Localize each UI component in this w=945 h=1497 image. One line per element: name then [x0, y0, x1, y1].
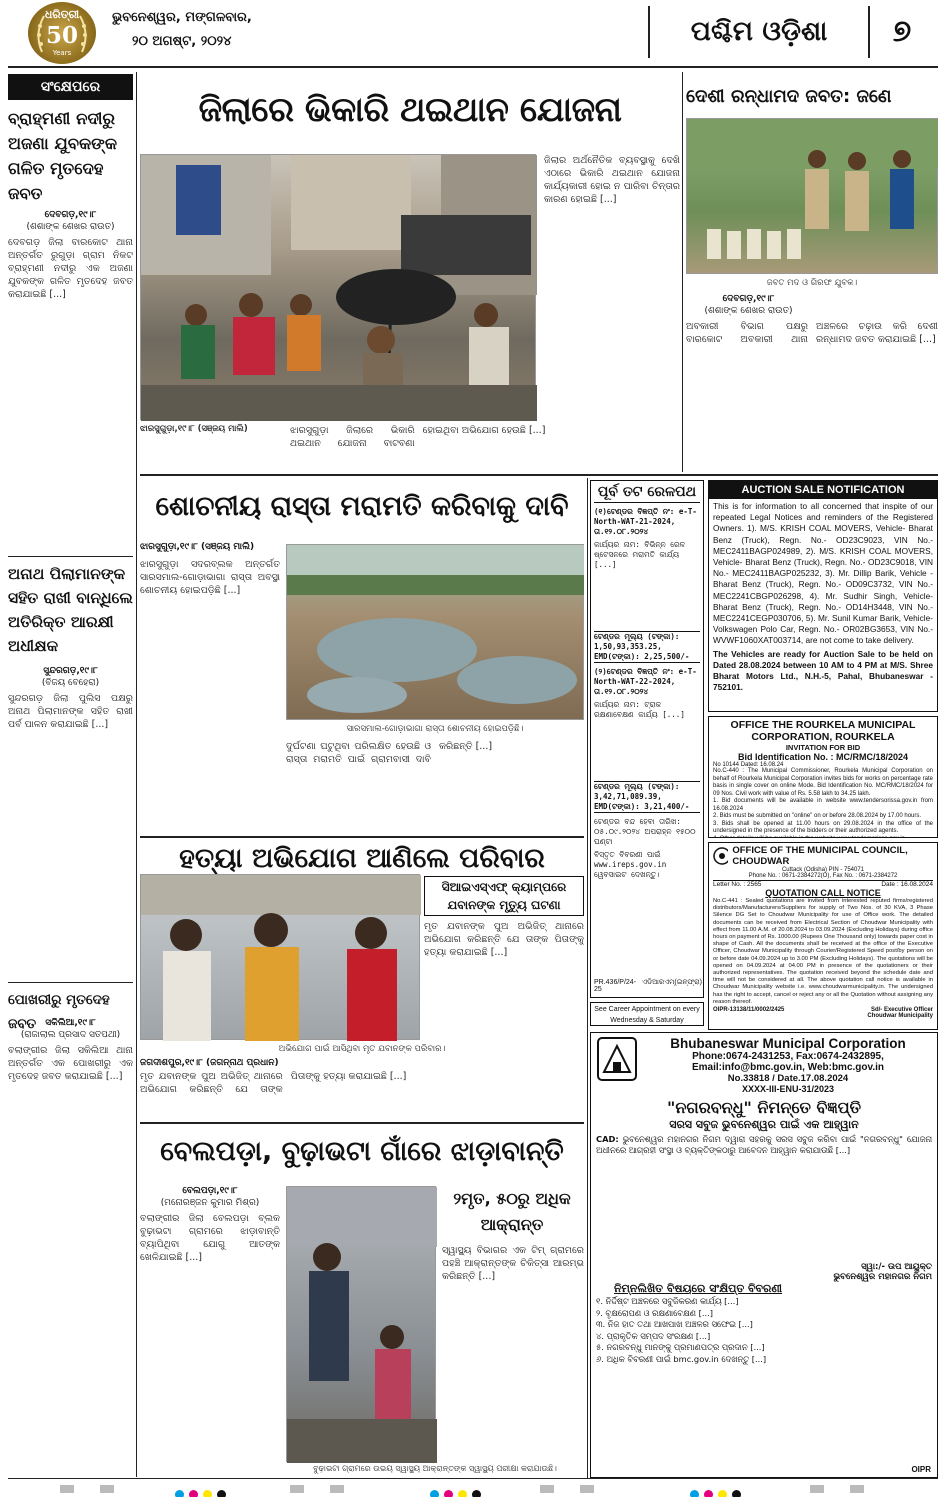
- diarrhoea-headline: ବେଲପଡ଼ା, ବୁଢ଼ାଭଟା ଗାଁରେ ଝାଡ଼ାବାନ୍ତି: [160, 1136, 564, 1167]
- bmc-term-4: ୪. ପ୍ରାକୃତିକ ସମ୍ପଦ ସଂରକ୍ଷଣ [...]: [596, 1330, 711, 1341]
- brief-byline-3: (ରାଜାଲାଲ ପ୍ରସାଦ ସତପଥୀ): [20, 1030, 121, 1040]
- choudwar-body: No.C-441 : Sealed quotations are invited from interested reputed firms/registered distributors/Manufacturers/Suppliers for supply of Two Nos. of 30 KVA, 3 Phase Silence DG Set to Choudwar Municipality for use of Office work. The detailed documents can be received from Electrical Section of Choudwar Municipality with effect from 11.00 A.M. of 20.08.2024 to 03.09.2024 (Excluding Holidays) during office hours on payment of Rs. 1000.00 (Rupees One Thousand only) towards paper cost in shape of Cash. All the documents shall be received at the office of the Executive Officer, Choudwar Municipality through Courier/Registered Speed post/by person on or before date 04.09.2024 up to 3.00 PM (Excluding Holidays). The quotations will be opened on 04.09.2024 at 04.00 PM in presence of the quotationers or their authorized representatives. The quotation received beyond the schedule date and time will not be considered at all. The above quotation call notice is available in Choudwar Municipality website i.e. www.choudwarmunicipality.in. The undersigned has the right to accept, cancel or reject any or all the Quotation without assigning any reason thereof.: [713, 898, 933, 1005]
- odisha-emblem-icon: [713, 846, 728, 866]
- rmc-point-1: 1. Bid documents will be available in website www.tendersorissa.gov.in from 16.08.2024: [713, 798, 933, 812]
- choudwar-oipr: OIPR-13138/11/0002/2425: [713, 1007, 785, 1014]
- bmc-sign: ସ୍ୱା:/- ଉପ ଆୟୁକ୍ତ: [861, 1262, 932, 1272]
- brief-headline-1: ବ୍ରାହ୍ମଣୀ ନଦୀରୁ ଅଜଣା ଯୁବକଙ୍କ ଗଳିତ ମୃତଦେହ ଜବତ: [8, 109, 118, 203]
- cmyk-dots-2: [430, 1484, 490, 1494]
- diarrhoea-tag-text: ୨ମୃତ, ୫୦ରୁ ଅଧିକ ଆକ୍ରାନ୍ତ: [453, 1189, 571, 1234]
- murder-body-bottom: ମୃତ ଯବାନଙ୍କ ପୁଅ ଅଭିଜିତ୍ ଥାନାରେ ଅଭିଯୋଗ କରିଛନ୍ତି ଯେ ତାଙ୍କ ପିତାଙ୍କୁ ହତ୍ୟା କରାଯାଇଛି [...]: [140, 1071, 407, 1095]
- bmc-ref: XXXX-III-ENU-31/2023: [741, 1084, 835, 1094]
- choudwar-notice-title: QUOTATION CALL NOTICE: [765, 888, 881, 898]
- liquor-story: [686, 72, 938, 472]
- road-body-bottom: ଦୁର୍ଘଟଣା ଘଟୁଥିବା ପରିଲକ୍ଷିତ ହେଉଛି ଓ ରାସ୍ତା ମରାମତି ପାଇଁ ଗ୍ରାମବାସୀ ଦାବି କରିଛନ୍ତି [...]: [286, 741, 493, 765]
- tender-line-7: ଟେଣ୍ଡର ବନ୍ଦ ହେବା ତାରିଖ: ୦୫.୦୯.୨୦୨୪ ଅପରାହ୍ନ ୧୫୦୦ ଘଣ୍ଟା: [594, 817, 696, 846]
- liquor-photo-caption: ଜବତ ମଦ ଓ ଗିରଫ ଯୁବକ।: [766, 278, 858, 288]
- dateline-date: ୨୦ ଅଗଷ୍ଟ, ୨୦୨୪: [132, 34, 232, 49]
- murder-headline: ହତ୍ୟା ଅଭିଯୋଗ ଆଣିଲେ ପରିବାର: [179, 843, 545, 874]
- newspaper-logo: [28, 2, 96, 64]
- brief-headline-3: ପୋଖରୀରୁ ମୃତଦେହ ଜବତ: [8, 992, 110, 1032]
- diarrhoea-dateline: ବେଲପଡ଼ା,୧୯।୮: [182, 1186, 238, 1196]
- bmc-term-5: ୫. ନଗରବନ୍ଧୁ ମାନଙ୍କୁ ପ୍ରମାଣପତ୍ର ପ୍ରଦାନ [...]: [596, 1342, 765, 1352]
- left-column: [8, 72, 133, 1477]
- choudwar-title: OFFICE OF THE MUNICIPAL COUNCIL, CHOUDWAR: [732, 845, 908, 867]
- lead-body-bottom: ଝାରସୁଗୁଡ଼ା ଜିଲାରେ ଭିକାରି ଥଇଥାନ ଯୋଜନା ବାଟବଣା ହୋଇଥିବା ଅଭିଯୋଗ ହେଉଛି [...]: [290, 425, 546, 449]
- dateline: [112, 6, 282, 58]
- road-headline: ଶୋଚନୀୟ ରାସ୍ତା ମରାମତି କରିବାକୁ ଦାବି: [155, 491, 569, 522]
- road-dateline: ଝାରସୁଗୁଡ଼ା,୧୯।୮ (ସଞ୍ଜୟ ମାଲି): [140, 542, 255, 552]
- diarrhoea-tag: [440, 1186, 584, 1242]
- bmc-oipr: OIPR: [911, 1465, 931, 1474]
- lead-photo: [140, 154, 536, 420]
- auction-notice: [708, 480, 938, 712]
- career-note-text: See Career Appointment on every Wednesday & Saturday: [594, 1006, 700, 1024]
- murder-photo-caption: ଅଭିଯୋଗ ପାଇଁ ଆସିଥିବା ମୃତ ଯବାନଙ୍କ ପରିବାର।: [278, 1044, 446, 1054]
- diarrhoea-photo: [286, 1186, 436, 1462]
- section-title: ପଶ୍ଚିମ ଓଡ଼ିଶା: [690, 16, 828, 47]
- bmc-logo-icon: [596, 1036, 638, 1082]
- career-note: [590, 1002, 704, 1026]
- grey-bar-6: [580, 1485, 594, 1493]
- bmc-notice: [590, 1032, 938, 1478]
- tender-line-5: କାର୍ଯ୍ୟର ନାମ: ଟ୍ରାକ ରକ୍ଷଣାବେକ୍ଷଣ କାର୍ଯ୍ୟ [...]: [594, 700, 685, 719]
- cmyk-dots-3: [690, 1484, 750, 1494]
- murder-tag-text: ସିଆଇଏସ୍‌ଏଫ୍ କ୍ୟାମ୍ପରେ ଯବାନଙ୍କ ମୃତ୍ୟୁ ଘଟଣା: [441, 880, 567, 912]
- bmc-term-2: ୨. ବୃକ୍ଷରୋପଣ ଓ ରକ୍ଷଣାବେକ୍ଷଣ [...]: [596, 1307, 713, 1318]
- railway-tender: [590, 480, 704, 998]
- logo-label: ଧରିତ୍ରୀ: [44, 8, 80, 21]
- brief-dateline-3: ସକିଲିଆ,୧୯।୮: [45, 1018, 96, 1028]
- bmc-phone: Phone:0674-2431253, Fax:0674-2432895,: [692, 1051, 884, 1062]
- seized-liquor-photo-icon: [687, 119, 938, 275]
- grey-bar-5: [540, 1485, 554, 1493]
- logo-years-word: Years: [52, 49, 72, 57]
- bmc-term-1: ୧. ନିର୍ଦ୍ଦିଷ୍ଟ ଅଞ୍ଚଳରେ ସବୁଜିକରଣ କାର୍ଯ୍ୟ [...]: [596, 1296, 739, 1306]
- railway-tender-head: ପୂର୍ବ ତଟ ରେଳପଥ: [594, 484, 700, 503]
- road-body-left: ଝାରସୁଗୁଡ଼ା ସଦରବ୍ଲକ ଅନ୍ତର୍ଗତ ସାରସମାଲ-ଗୋଡ଼ାଭାଗା ରାସ୍ତା ଅବସ୍ଥା ଶୋଚନୀୟ ହୋଇପଡ଼ିଛି [...]: [140, 559, 280, 596]
- rmc-subtitle: INVITATION FOR BID: [785, 743, 861, 752]
- lead-story: [140, 72, 680, 472]
- road-photo: [286, 544, 584, 720]
- family-photo-icon: [141, 875, 421, 1041]
- tender-line-2: କାର୍ଯ୍ୟର ନାମ: ବିଭିନ୍ନ ରେଳ ଷ୍ଟେସନରେ ମରାମତି କାର୍ଯ୍ୟ [...]: [594, 540, 686, 569]
- diarrhoea-body-right: ସ୍ୱାସ୍ଥ୍ୟ ବିଭାଗର ଏକ ଟିମ୍ ଗ୍ରାମରେ ପହଞ୍ଚି ଆକ୍ରାନ୍ତଙ୍କ ଚିକିତ୍ସା ଆରମ୍ଭ କରିଛନ୍ତି [...]: [442, 1245, 584, 1282]
- rmc-letter: No 10144 Dated: 16.08.24: [713, 762, 784, 768]
- liquor-photo: [686, 118, 938, 274]
- bmc-letter: No.33818 / Date.17.08.2024: [727, 1073, 849, 1084]
- liquor-dateline: ଦେବଗଡ଼,୧୯।୮: [722, 294, 775, 304]
- auction-title: AUCTION SALE NOTIFICATION: [709, 481, 937, 499]
- murder-body: ମୃତ ଯବାନଙ୍କ ପୁଅ ଅଭିଜିତ୍ ଥାନାରେ ଅଭିଯୋଗ କରିଛନ୍ତି ଯେ ତାଙ୍କ ପିତାଙ୍କୁ ହତ୍ୟା କରାଯାଇଛି [...]: [424, 921, 584, 958]
- brief-byline-1: (ଶଶାଙ୍କ ଶେଖର ରାଉତ): [26, 222, 115, 232]
- murder-tag: [424, 876, 584, 916]
- choudwar-phone: Phone No. : 0671-2384272(O), Fax No. : 0671-2384272: [748, 873, 898, 879]
- waterlogged-road-photo-icon: [287, 545, 584, 721]
- cmyk-dots-1: [175, 1484, 235, 1494]
- tender-signatory: ଏଡିଆରଏମ୍(ଇନ୍‌ଫ୍ରା): [642, 979, 702, 986]
- tender-line-6: ଟେଣ୍ଡର ମୂଲ୍ୟ (ଟଙ୍କା): 3,42,71,089.39, EMD(ଟଙ୍କା): 3,21,400/-: [594, 781, 700, 813]
- murder-photo: [140, 874, 420, 1040]
- bmc-head: "ନଗରବନ୍ଧୁ" ନିମନ୍ତେ ବିଜ୍ଞପ୍ତି: [666, 1098, 861, 1117]
- bmc-title: Bhubaneswar Municipal Corporation: [670, 1036, 906, 1051]
- print-registration-bar: [0, 1481, 945, 1497]
- tender-ref: PR.436/P/24-25: [594, 979, 637, 993]
- bmc-sign-2: ଭୁବନେଶ୍ୱର ମହାନଗର ନିଗମ: [833, 1272, 932, 1282]
- grey-bar-4: [330, 1485, 344, 1493]
- lead-headline: ଜିଲାରେ ଭିକାରି ଥଇଥାନ ଯୋଜନା: [198, 90, 622, 130]
- choudwar-address: Cuttack (Odisha) PIN - 754071: [781, 867, 865, 873]
- choudwar-letter: Letter No. : 2565: [713, 881, 762, 888]
- rmc-body: No.C-440 : The Municipal Commissioner, Rourkela Municipal Corporation on behalf of Rourkela Municipal Corporation invites bids for works on percentage rate basis in single cover on online Mode. Bid Identification No. MC/RMC/18/2024 for 09 Nos. Civil work with value of Rs. 5.58 lakh to 34.25 lakh.: [713, 768, 933, 797]
- diarrhoea-byline: (ମନୋରଞ୍ଜନ କୁମାର ମିଶ୍ର): [160, 1198, 260, 1208]
- grey-bar-7: [810, 1485, 824, 1493]
- brief-body-1: ଦେବଗଡ଼ ଜିଲା ବାରକୋଟ ଥାନା ଅନ୍ତର୍ଗତ ରୁଗୁଡ଼ା ଗ୍ରାମ ନିକଟ ବ୍ରାହ୍ମଣୀ ନଦୀରୁ ଏକ ଅଜଣା ଯୁବକଙ୍କ ଗଳିତ ମୃତଦେହ ଜବତ କରାଯାଇଛି [...]: [8, 237, 133, 300]
- rmc-notice: [708, 716, 938, 838]
- bmc-terms-head: ନିମ୍ନଲିଖିତ ବିଷୟରେ ସଂକ୍ଷିପ୍ତ ବିବରଣୀ: [614, 1282, 783, 1295]
- murder-dateline: ଜଗଦୀଶପୁର,୧୯।୮ (ଜଗନ୍ନାଥ ପ୍ରଧାନ): [140, 1058, 279, 1068]
- rmc-point-2: 2. Bids must be submitted on "online" on or before 28.08.2024 by 17.00 hours.: [713, 813, 922, 819]
- grey-bar-3: [290, 1485, 304, 1493]
- rmc-bid-id: Bid Identification No. : MC/RMC/18/2024: [737, 752, 909, 762]
- brief-body-2: ସୁନ୍ଦରଗଡ଼ ଜିଲା ପୁଲିସ ପକ୍ଷରୁ ଅନାଥ ପିଲାମାନଙ୍କ ସହିତ ରାଖୀ ପର୍ବ ପାଳନ କରାଯାଇଛି [...]: [8, 693, 133, 730]
- dateline-day: ଭୁବନେଶ୍ୱର, ମଙ୍ଗଳବାର,: [112, 10, 252, 25]
- road-story: [140, 478, 584, 834]
- lead-body-right: ଜିଲାର ଅର୍ଥନୈତିକ ବ୍ୟବସ୍ଥାକୁ ଦେଖି ଏଠାରେ ଭିକାରି ଥଇଥାନ ଯୋଜନା କାର୍ଯ୍ୟକାରୀ ହୋଇ ନ ପାରିବା ଚିନ୍ତାର କାରଣ ହୋଇଛି [...]: [544, 155, 680, 205]
- grey-bar-8: [850, 1485, 864, 1493]
- choudwar-notice: [708, 842, 938, 1030]
- tender-line-1: (୧)ଟେଣ୍ଡର ବିଜ୍ଞପ୍ତି ନଂ: e-T-North-WAT-21-2024, ତା.୧୨.୦୮.୨୦୨୪: [594, 507, 697, 536]
- choudwar-sign-2: Choudwar Municipality: [867, 1013, 933, 1020]
- bmc-term-6: ୬. ଅଧିକ ବିବରଣୀ ପାଇଁ bmc.gov.in ଦେଖନ୍ତୁ [...]: [596, 1353, 767, 1364]
- grey-bar-2: [100, 1485, 114, 1493]
- choudwar-sign-1: Sd/- Executive Officer: [870, 1007, 933, 1014]
- bmc-term-3: ୩. ନିଜ ହାତ ତଥା ଆଖପାଖ ଅଞ୍ଚଳର ସଫେଇ [...]: [596, 1319, 753, 1329]
- auction-body-2: The Vehicles are ready for Auction Sale to be held on Dated 28.08.2024 between 10 AM to 4 PM at M/S. Shree Bharat Motors Ltd., N.H.-5, Pahal, Bhubaneswar - 752101.: [713, 648, 933, 693]
- briefs-badge: ସଂକ୍ଷେପରେ: [8, 74, 133, 100]
- road-photo-caption: ସାରସମାଲ-ଗୋଡ଼ାଭାଗା ରାସ୍ତା ଶୋଚନୀୟ ହୋଇପଡ଼ିଛି।: [346, 724, 524, 734]
- bmc-sub: ସରସ ସବୁଜ ଭୁବନେଶ୍ୱର ପାଇଁ ଏକ ଆହ୍ୱାନ: [669, 1118, 859, 1131]
- tender-line-4: (୨)ଟେଣ୍ଡର ବିଜ୍ଞପ୍ତି ନଂ: e-T-North-WAT-22-2024, ତା.୧୨.୦୮.୨୦୨୪: [594, 667, 697, 696]
- tender-line-8: ବିସ୍ତୃତ ବିବରଣୀ ପାଇଁ www.ireps.gov.in ୱେବସାଇଟ ଦେଖନ୍ତୁ।: [594, 850, 667, 879]
- choudwar-date: Date : 16.08.2024: [881, 881, 933, 888]
- brief-dateline-2: ସୁନ୍ଦରଗଡ଼,୧୯।୮: [43, 666, 98, 676]
- tender-line-3: ଟେଣ୍ଡର ମୂଲ୍ୟ (ଟଙ୍କା): 1,50,93,353.25, EMD(ଟଙ୍କା): 2,25,500/-: [594, 631, 700, 663]
- diarrhoea-photo-caption: ବୁଢ଼ାଭଟା ଗ୍ରାମରେ ଉଭୟ ସ୍ୱାସ୍ଥ୍ୟ ଆକ୍ରାନ୍ତଙ୍କ ସ୍ୱାସ୍ଥ୍ୟ ପରୀକ୍ଷା କରାଯାଉଛି।: [313, 1464, 557, 1473]
- bmc-cad: CAD:: [596, 1134, 619, 1144]
- rmc-title: OFFICE THE ROURKELA MUNICIPAL CORPORATION, ROURKELA: [730, 719, 916, 743]
- page-number: ୭: [892, 14, 912, 49]
- murder-story: [140, 840, 584, 1120]
- grey-bar-1: [60, 1485, 74, 1493]
- beggars-street-photo-icon: [141, 155, 537, 421]
- auction-body: This is for information to all concerned that inspite of our repeated Legal Notices and reminders of the Registered Owners. 1). M/S. KRISH COAL MOVERS, Vehicle- Bharat Benz (Truck), Regn. No.- OD23C9023, VIN No.- MEC2411BAGP024989, 2). M/S. KRISH COAL MOVERS, Vehicle- Bharat Benz (Truck), Regn. No.- OD23C9018, VIN No.- MEC2411BAGP025232, 3). Mr. Dillip Barik, Vehicle - Bharat Benz (Truck), Regn. No.- OD09C3732, VIN No.- MEC2241CBGP026298, 4). Mr. Sudhir Singh, Vehicle- Bharat Benz (Truck), Regn. No.- OD14H3448, VIN No.- MEC2241CEGP030706, 5). Mr. Sunil Kumar Barik, Vehicle- Volkswagen Polo Car, Regn. No.- OR02BG3653, VIN No.- WVWF1060XAT003714, are not come to take delivery.: [713, 501, 933, 646]
- masthead: [0, 0, 945, 68]
- lead-photo-caption: ଝାରସୁଗୁଡ଼ା,୧୯।୮ (ସଞ୍ଜୟ ମାଲି): [140, 424, 248, 434]
- brief-headline-2: ଅନାଥ ପିଲାମାନଙ୍କ ସହିତ ରାଖୀ ବାନ୍ଧିଲେ ଅତିରିକ୍ତ ଆରକ୍ଷୀ ଅଧୀକ୍ଷକ: [8, 565, 133, 655]
- bmc-body: ଭୁବନେଶ୍ୱର ମହାନଗର ନିଗମ ଦ୍ୱାରା ସହରକୁ ସରସ ସବୁଜ କରିବା ପାଇଁ "ନଗରବନ୍ଧୁ" ଯୋଜନା ଅଧୀନରେ ଆଗ୍ରହୀ ସଂସ୍ଥା ଓ ବ୍ୟକ୍ତିଙ୍କଠାରୁ ଆବେଦନ ଆହ୍ୱାନ କରାଯାଉଛି [...]: [596, 1134, 932, 1156]
- liquor-headline: ଦେଶୀ ରନ୍ଧାମଦ ଜବତ: ଜଣେ: [686, 86, 892, 107]
- rmc-point-4: [713, 836, 933, 839]
- liquor-body: ଅବକାରୀ ବିଭାଗ ପକ୍ଷରୁ ବାରକୋଟ ଅବକାରୀ ଥାନା ଅଞ୍ଚଳରେ ଚଢ଼ାଉ କରି ଦେଶୀ ରନ୍ଧାମଦ ଜବତ କରାଯାଇଛି [...]: [686, 321, 938, 345]
- diarrhoea-story: [140, 1126, 584, 1478]
- diarrhoea-body-left: ବଲାଙ୍ଗୀର ଜିଲା ବେଲପଡ଼ା ବ୍ଲକ ବୁଢ଼ାଭଟା ଗ୍ରାମରେ ଝାଡ଼ାବାନ୍ତି ବ୍ୟାପିଥିବା ଯୋଗୁ ଆତଙ୍କ ଖେଳିଯାଇଛି [...]: [140, 1213, 280, 1263]
- liquor-byline: (ଶଶାଙ୍କ ଶେଖର ରାଉତ): [704, 306, 793, 316]
- brief-byline-2: (ବିଜୟ ବେହେରା): [41, 678, 100, 688]
- brief-body-3: ବଲାଙ୍ଗୀର ଜିଲା ସକିଲିଆ ଥାନା ଅନ୍ତର୍ଗତ ଏକ ପୋଖରୀରୁ ଏକ ମୃତଦେହ ଜବତ କରାଯାଇଛି [...]: [8, 1045, 133, 1082]
- brief-dateline-1: ଦେବଗଡ଼,୧୯।୮: [44, 210, 97, 220]
- health-check-photo-icon: [287, 1187, 437, 1463]
- bmc-email: Email:info@bmc.gov.in, Web:bmc.gov.in: [692, 1062, 884, 1073]
- rmc-point-3: 3. Bids shall be opened at 11.00 hours on 29.08.2024 in the office of the undersigned in the presence of the bidders or their authorized agents.: [713, 820, 933, 834]
- logo-years: 50: [45, 22, 78, 49]
